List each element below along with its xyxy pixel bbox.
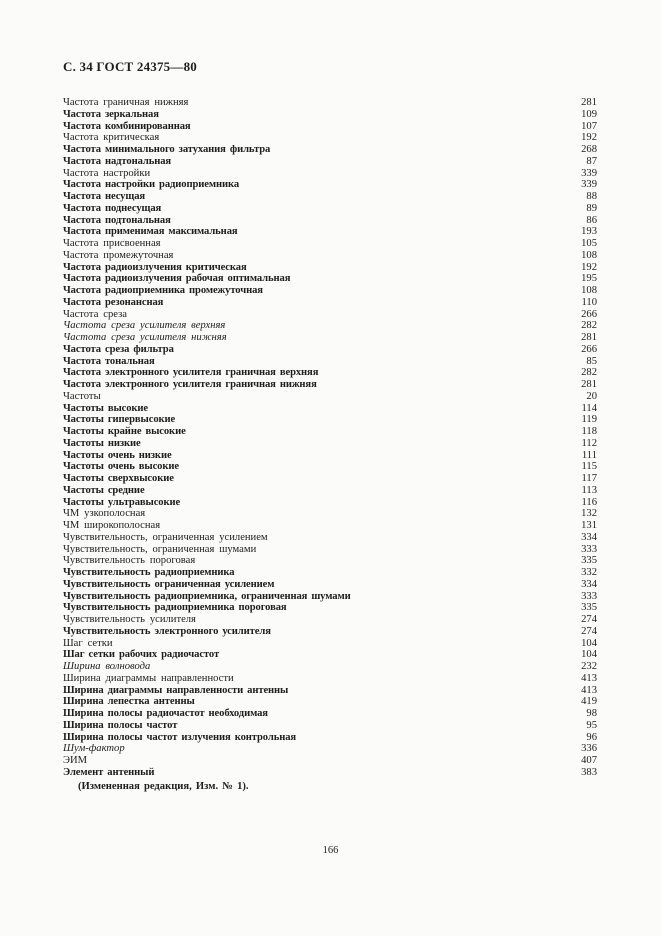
index-entry xyxy=(63,403,597,415)
index-page-ref: 115 xyxy=(581,461,597,473)
index-list xyxy=(63,97,597,779)
index-term: Частота зеркальная xyxy=(63,108,159,120)
index-term: Частота радиоприемника промежуточная xyxy=(63,285,263,296)
index-page-ref: 266 xyxy=(581,343,597,355)
index-entry xyxy=(63,379,597,391)
index-entry xyxy=(63,332,597,344)
index-term: Частота присвоенная xyxy=(63,238,161,249)
index-entry xyxy=(63,262,597,274)
index-term: Чувствительность пороговая xyxy=(63,555,196,567)
index-term: Частота радиоизлучения критическая xyxy=(63,261,247,273)
index-term: Шаг сетки xyxy=(63,637,113,649)
index-page-ref: 89 xyxy=(586,202,597,214)
index-page-ref: 268 xyxy=(581,144,597,155)
index-term: Частота поднесущая xyxy=(63,202,162,214)
index-page-ref: 413 xyxy=(581,684,597,696)
index-page-ref: 407 xyxy=(581,755,597,766)
index-term: Ширина полосы радиочастот необходимая xyxy=(63,708,268,719)
index-entry xyxy=(63,473,597,485)
index-entry xyxy=(63,250,597,262)
index-entry xyxy=(63,273,597,285)
index-term: ЧМ широкополосная xyxy=(63,520,161,531)
index-term: Частота настройки радиоприемника xyxy=(63,179,240,191)
index-entry xyxy=(63,109,597,121)
index-page-ref: 413 xyxy=(581,672,597,684)
index-term: Частоты ультравысокие xyxy=(63,496,181,508)
index-page-ref: 335 xyxy=(581,602,597,614)
index-entry xyxy=(63,438,597,450)
index-entry xyxy=(63,426,597,438)
index-entry xyxy=(63,367,597,379)
index-entry xyxy=(63,414,597,426)
index-page-ref: 20 xyxy=(586,390,597,402)
index-page-ref: 336 xyxy=(581,743,597,755)
index-page-ref: 192 xyxy=(581,132,597,144)
index-page-ref: 193 xyxy=(581,226,597,238)
index-page-ref: 117 xyxy=(581,473,597,484)
index-page-ref: 107 xyxy=(581,120,597,132)
index-page-ref: 232 xyxy=(581,661,597,672)
index-entry xyxy=(63,532,597,544)
index-term: Чувствительность усилителя xyxy=(63,614,196,625)
index-entry xyxy=(63,144,597,156)
index-term: Частота электронного усилителя граничная нижняя xyxy=(63,379,317,390)
index-page-ref: 333 xyxy=(581,543,597,555)
index-term: Ширина волновода xyxy=(63,661,151,672)
index-page-ref: 339 xyxy=(581,167,597,179)
index-entry xyxy=(63,755,597,767)
index-entry xyxy=(63,285,597,297)
index-term: ЧМ узкополосная xyxy=(63,508,146,520)
index-entry xyxy=(63,297,597,309)
index-term: Частоты высокие xyxy=(63,402,149,414)
index-term: Частота надтональная xyxy=(63,155,172,167)
index-term: Чувствительность радиоприемника пороговая xyxy=(63,602,287,614)
index-entry xyxy=(63,203,597,215)
index-term: Частота резонансная xyxy=(63,296,164,308)
index-term: Частоты крайне высокие xyxy=(63,426,186,437)
index-page-ref: 104 xyxy=(581,649,597,661)
index-page-ref: 112 xyxy=(581,437,597,449)
index-entry xyxy=(63,602,597,614)
index-page-ref: 274 xyxy=(581,614,597,625)
index-page-ref: 274 xyxy=(581,625,597,637)
index-term: Чувствительность ограниченная усилением xyxy=(63,578,275,590)
index-page-ref: 335 xyxy=(581,555,597,567)
page-header: С. 34 ГОСТ 24375—80 xyxy=(63,59,197,74)
index-entry xyxy=(63,238,597,250)
index-term: Частоты сверхвысокие xyxy=(63,473,174,484)
index-page-ref: 111 xyxy=(581,449,597,461)
index-entry xyxy=(63,344,597,356)
index-page-ref: 334 xyxy=(581,531,597,543)
index-page-ref: 113 xyxy=(581,484,597,496)
index-entry xyxy=(63,309,597,321)
index-entry xyxy=(63,743,597,755)
index-entry xyxy=(63,450,597,462)
index-term: Чувствительность, ограниченная усилением xyxy=(63,531,268,543)
index-term: Частота применимая максимальная xyxy=(63,226,238,238)
index-entry xyxy=(63,391,597,403)
index-term: Частоты очень высокие xyxy=(63,461,179,473)
index-term: Частота подтональная xyxy=(63,214,171,226)
index-entry xyxy=(63,696,597,708)
index-entry xyxy=(63,708,597,720)
index-page-ref: 332 xyxy=(581,567,597,578)
index-term: Ширина диаграммы направленности антенны xyxy=(63,684,289,696)
index-entry xyxy=(63,485,597,497)
amendment-note: (Измененная редакция, Изм. № 1). xyxy=(78,780,249,792)
index-entry xyxy=(63,579,597,591)
index-term: Шум-фактор xyxy=(63,743,125,755)
index-term: Частота среза фильтра xyxy=(63,343,174,355)
index-entry xyxy=(63,555,597,567)
index-page-ref: 266 xyxy=(581,308,597,320)
index-page-ref: 105 xyxy=(581,238,597,249)
index-term: Частота несущая xyxy=(63,191,146,202)
index-term: Ширина диаграммы направленности xyxy=(63,672,234,684)
index-term: Частоты очень низкие xyxy=(63,449,172,461)
index-page-ref: 119 xyxy=(581,414,597,426)
index-page-ref: 339 xyxy=(581,179,597,191)
index-page-ref: 96 xyxy=(586,731,597,743)
index-page-ref: 108 xyxy=(581,249,597,261)
index-term: Частота среза усилителя нижняя xyxy=(63,332,227,343)
index-page-ref: 132 xyxy=(581,508,597,520)
index-page-ref: 281 xyxy=(581,97,597,108)
index-term: Частоты средние xyxy=(63,484,145,496)
index-entry xyxy=(63,732,597,744)
index-entry xyxy=(63,685,597,697)
index-term: Чувствительность электронного усилителя xyxy=(63,625,271,637)
index-entry xyxy=(63,567,597,579)
index-entry xyxy=(63,191,597,203)
index-entry xyxy=(63,179,597,191)
index-term: Частота критическая xyxy=(63,132,160,144)
index-term: Частоты гипервысокие xyxy=(63,414,176,426)
index-term: Шаг сетки рабочих радиочастот xyxy=(63,649,220,661)
index-page-ref: 281 xyxy=(581,332,597,343)
index-term: Ширина полосы частот излучения контрольная xyxy=(63,731,297,743)
index-page-ref: 383 xyxy=(581,766,597,778)
index-term: Частота среза усилителя верхняя xyxy=(63,320,226,332)
index-entry xyxy=(63,497,597,509)
index-page-ref: 281 xyxy=(581,379,597,390)
index-page-ref: 87 xyxy=(586,155,597,167)
index-term: Чувствительность радиоприемника xyxy=(63,567,235,578)
index-page-ref: 86 xyxy=(586,214,597,226)
index-term: Элемент антенный xyxy=(63,766,155,778)
index-entry xyxy=(63,544,597,556)
index-entry xyxy=(63,320,597,332)
index-page-ref: 282 xyxy=(581,320,597,332)
index-entry xyxy=(63,767,597,779)
index-entry xyxy=(63,121,597,133)
index-entry xyxy=(63,215,597,227)
index-page-ref: 98 xyxy=(586,708,597,719)
index-page-ref: 419 xyxy=(581,696,597,708)
index-entry xyxy=(63,720,597,732)
index-term: Частота промежуточная xyxy=(63,249,174,261)
index-entry xyxy=(63,132,597,144)
index-entry xyxy=(63,661,597,673)
index-page-ref: 195 xyxy=(581,273,597,285)
index-term: Ширина полосы частот xyxy=(63,719,178,731)
index-page-ref: 192 xyxy=(581,261,597,273)
index-term: Частоты низкие xyxy=(63,437,141,449)
index-entry xyxy=(63,508,597,520)
index-term: Чувствительность радиоприемника, ограниченная шумами xyxy=(63,590,351,602)
index-entry xyxy=(63,591,597,603)
index-page-ref: 118 xyxy=(581,426,597,437)
index-entry xyxy=(63,638,597,650)
index-page-ref: 95 xyxy=(586,719,597,731)
index-page-ref: 114 xyxy=(581,402,597,414)
index-page-ref: 116 xyxy=(581,496,597,508)
index-term: Частота комбинированная xyxy=(63,120,191,132)
index-term: Частота среза xyxy=(63,308,127,320)
index-entry xyxy=(63,649,597,661)
index-page-ref: 110 xyxy=(581,296,597,308)
index-entry xyxy=(63,97,597,109)
index-term: Частота настройки xyxy=(63,167,151,179)
index-term: Частота тональная xyxy=(63,355,155,367)
index-term: Частота электронного усилителя граничная верхняя xyxy=(63,367,319,379)
index-page-ref: 88 xyxy=(586,191,597,202)
index-entry xyxy=(63,614,597,626)
index-term: Ширина лепестка антенны xyxy=(63,696,195,708)
index-page-ref: 85 xyxy=(586,355,597,367)
index-page-ref: 282 xyxy=(581,367,597,379)
index-page-ref: 333 xyxy=(581,590,597,602)
index-term: Частоты xyxy=(63,390,101,402)
index-entry xyxy=(63,461,597,473)
index-term: Частота минимального затухания фильтра xyxy=(63,144,271,155)
index-entry xyxy=(63,168,597,180)
index-term: ЭИМ xyxy=(63,755,88,766)
index-page-ref: 108 xyxy=(581,285,597,296)
index-page-ref: 109 xyxy=(581,108,597,120)
page-number: 166 xyxy=(322,845,339,856)
index-entry xyxy=(63,226,597,238)
index-entry xyxy=(63,156,597,168)
index-term: Частота граничная нижняя xyxy=(63,97,189,108)
index-entry xyxy=(63,673,597,685)
index-entry xyxy=(63,520,597,532)
index-term: Частота радиоизлучения рабочая оптимальная xyxy=(63,273,291,285)
index-page-ref: 334 xyxy=(581,578,597,590)
index-content xyxy=(63,97,597,793)
index-term: Чувствительность, ограниченная шумами xyxy=(63,543,257,555)
index-entry xyxy=(63,626,597,638)
index-entry xyxy=(63,356,597,368)
index-page-ref: 131 xyxy=(581,520,597,531)
index-page-ref: 104 xyxy=(581,637,597,649)
